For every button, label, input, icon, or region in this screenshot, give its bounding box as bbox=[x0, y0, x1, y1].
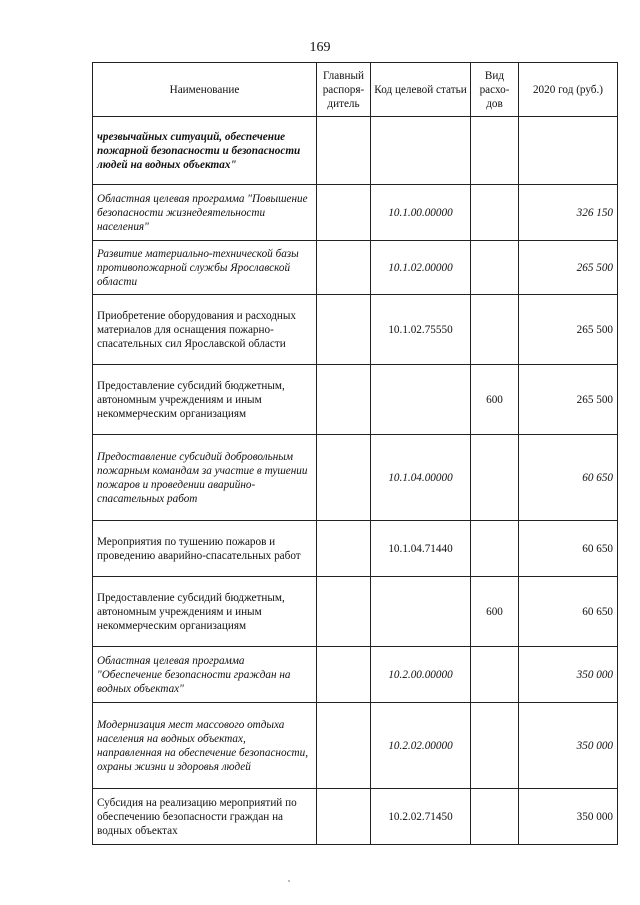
table-row bbox=[93, 295, 618, 365]
table-row bbox=[93, 703, 618, 789]
header-name: Наименование bbox=[93, 63, 317, 117]
table-row bbox=[93, 241, 618, 295]
cell-chief bbox=[317, 117, 371, 185]
cell-code: 10.2.00.00000 bbox=[371, 647, 471, 703]
table-row bbox=[93, 789, 618, 845]
cell-type bbox=[471, 789, 519, 845]
cell-name: Предоставление субсидий добровольным пожарным командам за участие в тушении пожаров и проведении аварийно-спасательных работ bbox=[93, 435, 317, 521]
cell-amount: 350 000 bbox=[519, 647, 618, 703]
cell-type: 600 bbox=[471, 577, 519, 647]
cell-code bbox=[371, 365, 471, 435]
cell-name: Предоставление субсидий бюджетным, автономным учреждениям и иным некоммерческим организациям bbox=[93, 365, 317, 435]
cell-code: 10.1.04.00000 bbox=[371, 435, 471, 521]
cell-type bbox=[471, 647, 519, 703]
cell-name: Приобретение оборудования и расходных материалов для оснащения пожарно-спасательных сил Ярославской области bbox=[93, 295, 317, 365]
cell-code: 10.2.02.71450 bbox=[371, 789, 471, 845]
cell-chief bbox=[317, 647, 371, 703]
header-chief: Главный распоря-дитель bbox=[317, 63, 371, 117]
cell-type bbox=[471, 435, 519, 521]
cell-amount: 60 650 bbox=[519, 577, 618, 647]
cell-chief bbox=[317, 241, 371, 295]
table-row bbox=[93, 117, 618, 185]
table-row bbox=[93, 435, 618, 521]
cell-amount: 350 000 bbox=[519, 703, 618, 789]
cell-type bbox=[471, 117, 519, 185]
table-body bbox=[93, 117, 618, 845]
cell-code bbox=[371, 577, 471, 647]
cell-type bbox=[471, 521, 519, 577]
cell-amount: 265 500 bbox=[519, 295, 618, 365]
cell-code: 10.1.02.75550 bbox=[371, 295, 471, 365]
cell-chief bbox=[317, 365, 371, 435]
table-header-row bbox=[93, 63, 618, 117]
scan-speck bbox=[288, 880, 290, 882]
cell-name: Областная целевая программа "Обеспечение безопасности граждан на водных объектах" bbox=[93, 647, 317, 703]
cell-type bbox=[471, 703, 519, 789]
cell-type bbox=[471, 295, 519, 365]
cell-code: 10.1.04.71440 bbox=[371, 521, 471, 577]
header-amount: 2020 год (руб.) bbox=[519, 63, 618, 117]
table-row bbox=[93, 577, 618, 647]
cell-amount: 60 650 bbox=[519, 435, 618, 521]
table-row bbox=[93, 647, 618, 703]
page-number: 169 bbox=[309, 40, 331, 55]
cell-code: 10.1.02.00000 bbox=[371, 241, 471, 295]
cell-name: Модернизация мест массового отдыха населения на водных объектах, направленная на обеспечение безопасности, охраны жизни и здоровья людей bbox=[93, 703, 317, 789]
cell-name: Предоставление субсидий бюджетным, автономным учреждениям и иным некоммерческим организациям bbox=[93, 577, 317, 647]
cell-name: Мероприятия по тушению пожаров и проведению аварийно-спасательных работ bbox=[93, 521, 317, 577]
cell-code: 10.2.02.00000 bbox=[371, 703, 471, 789]
cell-amount: 265 500 bbox=[519, 365, 618, 435]
cell-code: 10.1.00.00000 bbox=[371, 185, 471, 241]
cell-amount: 60 650 bbox=[519, 521, 618, 577]
cell-chief bbox=[317, 789, 371, 845]
cell-chief bbox=[317, 295, 371, 365]
cell-amount: 326 150 bbox=[519, 185, 618, 241]
header-code: Код целевой статьи bbox=[371, 63, 471, 117]
cell-chief bbox=[317, 521, 371, 577]
header-type: Вид расхо-дов bbox=[471, 63, 519, 117]
cell-type: 600 bbox=[471, 365, 519, 435]
cell-chief bbox=[317, 185, 371, 241]
cell-name: Субсидия на реализацию мероприятий по обеспечению безопасности граждан на водных объектах bbox=[93, 789, 317, 845]
table-row bbox=[93, 521, 618, 577]
cell-chief bbox=[317, 703, 371, 789]
cell-type bbox=[471, 241, 519, 295]
cell-chief bbox=[317, 435, 371, 521]
cell-chief bbox=[317, 577, 371, 647]
cell-code bbox=[371, 117, 471, 185]
budget-table bbox=[92, 62, 618, 845]
cell-amount bbox=[519, 117, 618, 185]
table-row bbox=[93, 185, 618, 241]
cell-name: чрезвычайных ситуаций, обеспечение пожарной безопасности и безопасности людей на водных объектах" bbox=[93, 117, 317, 185]
cell-amount: 350 000 bbox=[519, 789, 618, 845]
cell-name: Развитие материально-технической базы противопожарной службы Ярославской области bbox=[93, 241, 317, 295]
table-row bbox=[93, 365, 618, 435]
cell-type bbox=[471, 185, 519, 241]
cell-amount: 265 500 bbox=[519, 241, 618, 295]
cell-name: Областная целевая программа "Повышение безопасности жизнедеятельности населения" bbox=[93, 185, 317, 241]
